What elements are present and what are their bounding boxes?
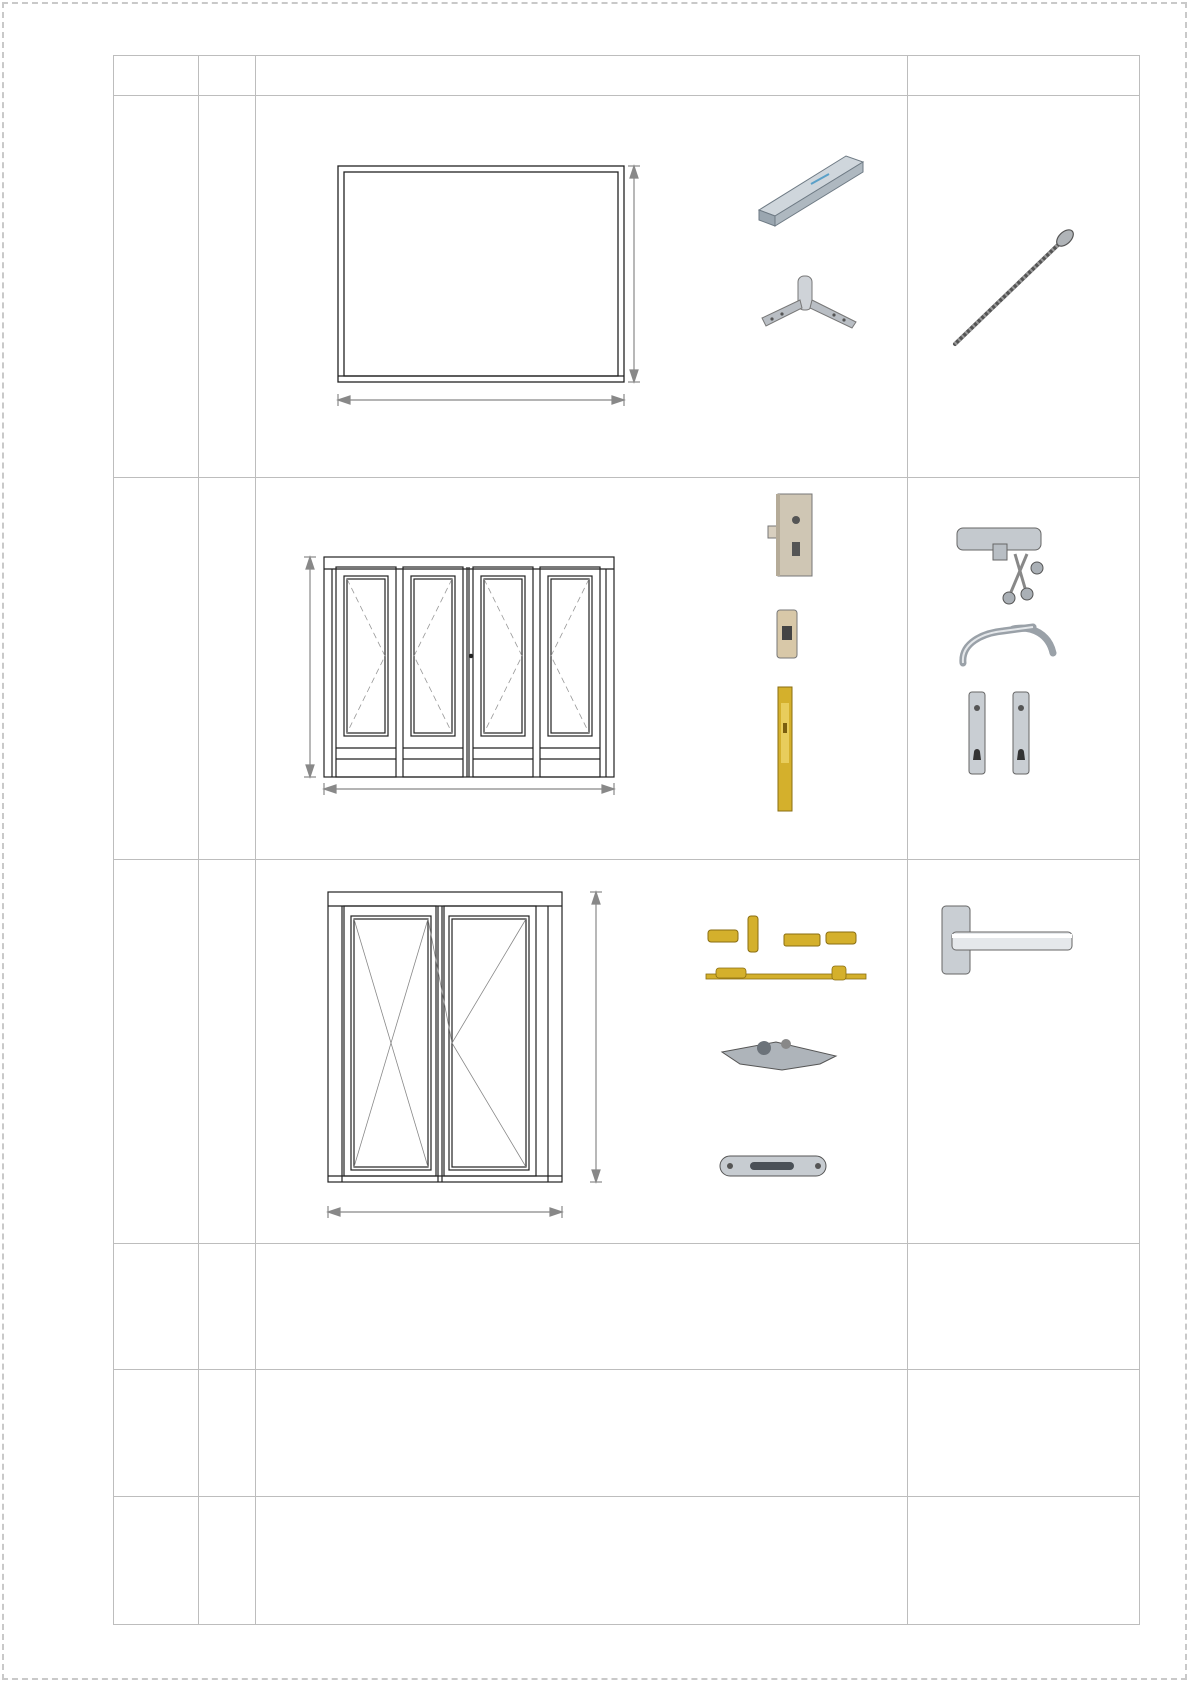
four-panel-door-drawing [286,543,616,813]
table-row [114,1497,1140,1625]
table-row [114,96,1140,478]
header-row [114,56,1140,96]
row-2-col-1 [114,478,199,860]
espagnolette-rod-icon [696,962,876,992]
frame-profile-icon [751,154,871,234]
row-2-col-2 [199,478,256,860]
row-4-col-2 [199,1244,256,1370]
table-row [114,860,1140,1244]
header-col-4 [908,56,1140,96]
row-3-accessories [908,860,1140,1244]
row-1-col-2 [199,96,256,478]
escutcheon-plate-icon [963,688,1043,778]
row-6-description [256,1497,908,1625]
window-stay-icon [716,1030,846,1090]
row-5-col-1 [114,1370,199,1497]
row-5-accessories [908,1370,1140,1497]
row-3-description [256,860,908,1244]
row-4-description [256,1244,908,1370]
header-col-2 [199,56,256,96]
mortise-lock-icon [756,490,826,585]
row-6-col-1 [114,1497,199,1625]
fixed-frame-drawing [326,156,661,416]
header-col-1 [114,56,199,96]
frame-screw-icon [943,226,1083,356]
lever-handle-icon [953,613,1063,678]
row-4-col-1 [114,1244,199,1370]
table-row [114,1370,1140,1497]
row-2-accessories [908,478,1140,860]
row-3-col-2 [199,860,256,1244]
row-1-accessories [908,96,1140,478]
flush-bolt-icon [766,683,806,818]
row-6-col-2 [199,1497,256,1625]
table-row [114,1244,1140,1370]
header-col-3 [256,56,908,96]
window-handle-icon [938,900,1078,980]
row-4-accessories [908,1244,1140,1370]
table-row [114,478,1140,860]
row-5-description [256,1370,908,1497]
euro-cylinder-icon [953,518,1053,608]
spec-table [113,55,1140,1625]
double-casement-window-drawing [326,888,646,1238]
strike-plate-icon [769,606,809,666]
frame-anchor-icon [756,266,866,341]
row-1-description [256,96,908,478]
row-6-accessories [908,1497,1140,1625]
row-3-col-1 [114,860,199,1244]
row-5-col-2 [199,1370,256,1497]
row-2-description [256,478,908,860]
keep-plate-icon [716,1140,846,1190]
row-1-col-1 [114,96,199,478]
